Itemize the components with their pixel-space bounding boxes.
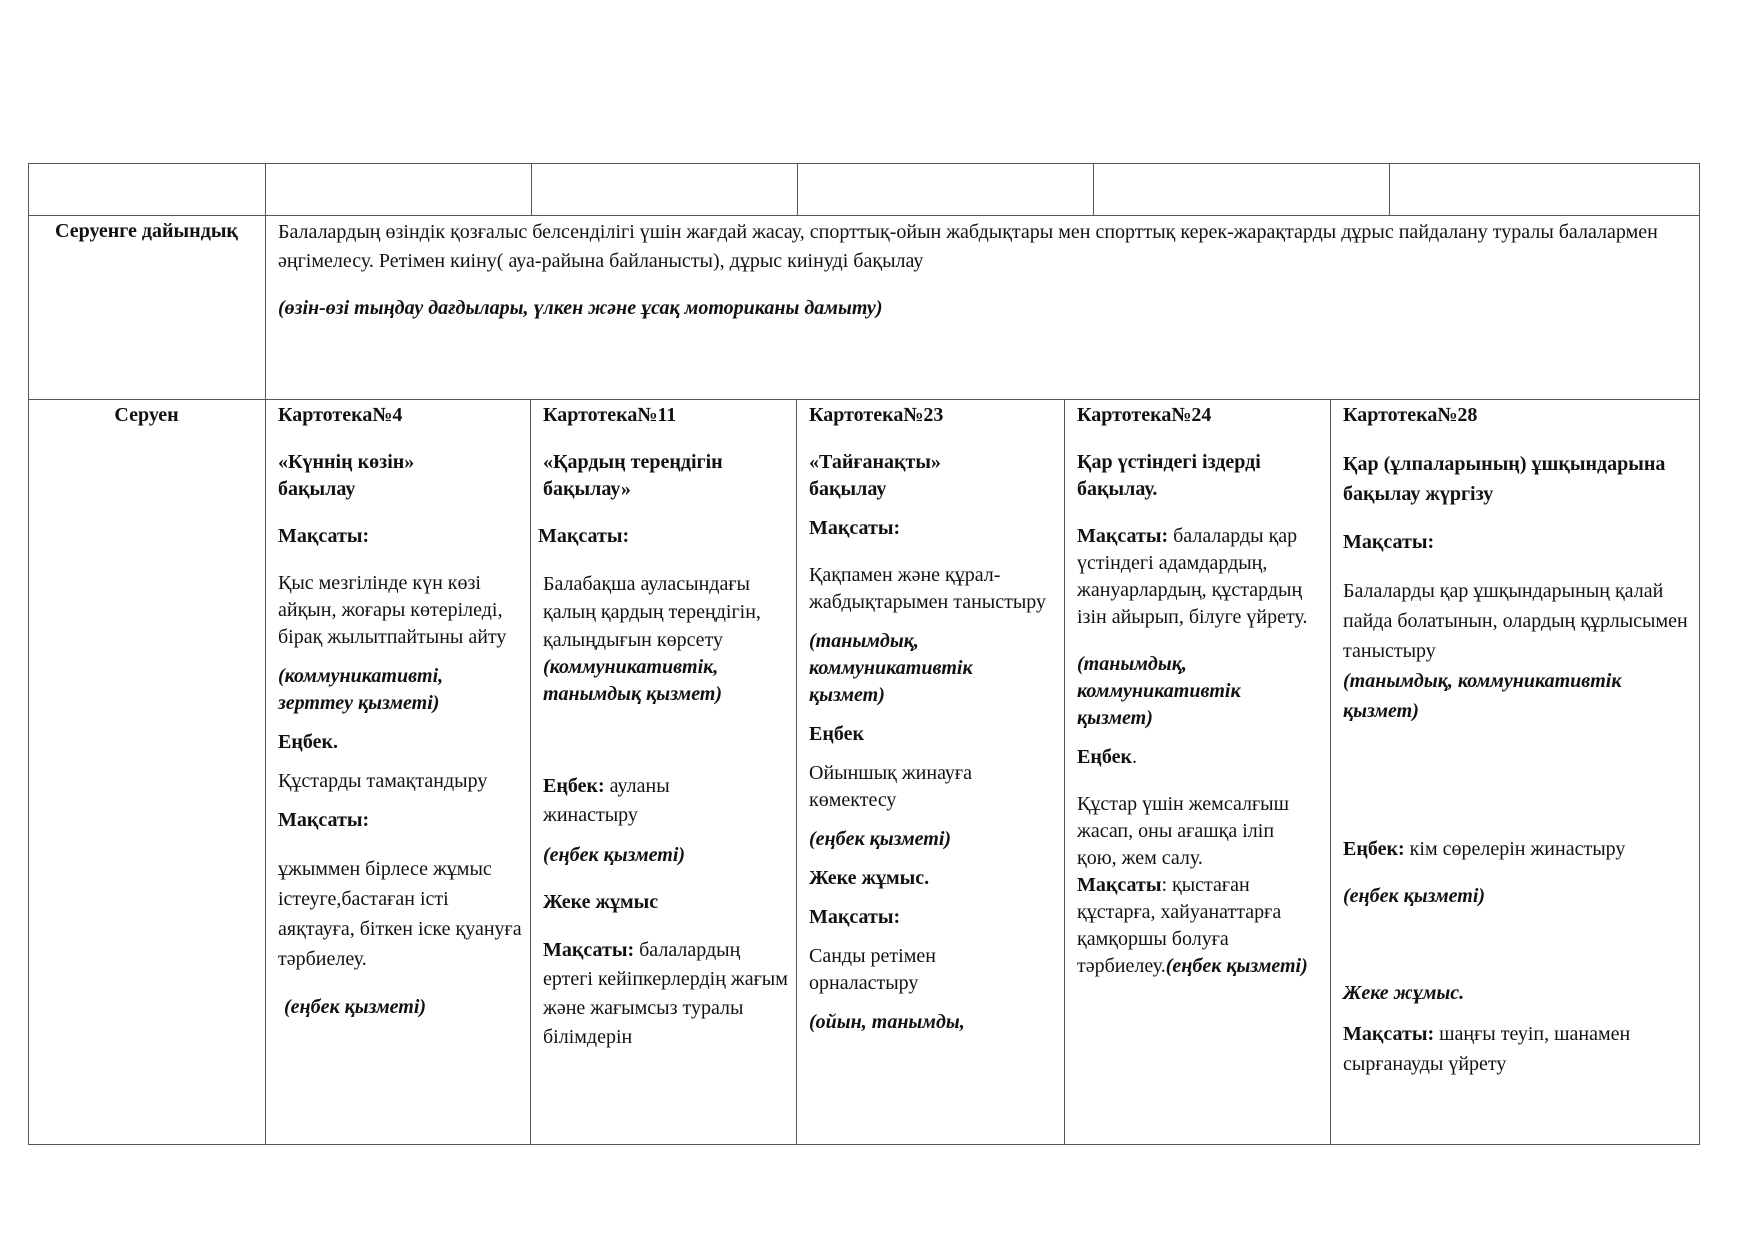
observation-title: Қар (ұлпаларының) ұшқындарына бақылау жүргізу xyxy=(1343,453,1666,505)
labor-label: Еңбек xyxy=(809,723,864,745)
walk-divider-4 xyxy=(1330,399,1331,1144)
activity2-type: (еңбек қызметі) xyxy=(1165,955,1308,977)
goal2-text: ұжыммен бірлесе жұмыс істеуге,бастаған істі аяқтауға, біткен іске қуануға тәрбиелеу. xyxy=(278,858,522,970)
goal-text: Қақпамен және құрал-жабдықтарымен таныстыру xyxy=(809,564,1047,613)
label-column-divider xyxy=(265,163,266,1145)
goal2-text: : қыстаған құстарға, хайуанаттарға қамқоршы болуға тәрбиелеу. xyxy=(1077,874,1282,977)
goal2-text: Санды ретімен орналастыру xyxy=(809,945,936,994)
activity3-type: (ойын, танымды, xyxy=(809,1011,965,1033)
walk-divider-1 xyxy=(530,399,531,1144)
prep-content xyxy=(278,218,1688,323)
stub-divider-1 xyxy=(531,163,532,215)
observation-title: Қар үстіндегі іздерді бақылау. xyxy=(1077,451,1261,500)
labor-label: Еңбек: xyxy=(543,775,605,797)
activity-type: (танымдық, коммуникативтік қызмет) xyxy=(809,630,973,706)
prep-note: (өзін-өзі тыңдау дағдылары, үлкен және ұсақ моториканы дамыту) xyxy=(278,297,883,319)
individual-work: Жеке жұмыс xyxy=(543,891,659,913)
observation-title: «Қардың тереңдігін бақылау» xyxy=(543,451,723,500)
goal-label: Мақсаты: xyxy=(1343,531,1435,553)
goal-label: Мақсаты: xyxy=(809,517,901,539)
individual-work: Жеке жұмыс. xyxy=(1343,982,1465,1004)
walk-col-2 xyxy=(538,402,793,1052)
prep-label: Серуенге дайындық xyxy=(55,220,238,242)
walk-col-4 xyxy=(1077,402,1322,980)
walk-divider-3 xyxy=(1064,399,1065,1144)
goal-text: Балаларды қар ұшқындарының қалай пайда болатынын, олардың құрлысымен таныстыру xyxy=(1343,580,1688,662)
walk-label: Серуен xyxy=(114,404,179,426)
goal2-label: Мақсаты: xyxy=(278,809,370,831)
labor-line xyxy=(543,772,743,830)
goal2-line xyxy=(543,936,788,1052)
labor-line xyxy=(1077,744,1322,771)
walk-col-5 xyxy=(1343,402,1693,1079)
activity-type: (коммуникативтік, танымдық қызмет) xyxy=(543,656,723,705)
table-left-border xyxy=(28,163,29,1145)
goal2-label: Мақсаты: xyxy=(1343,1023,1435,1045)
table-top-border xyxy=(28,163,1699,164)
stub-divider-2 xyxy=(797,163,798,215)
card-number: Картотека№11 xyxy=(543,404,677,426)
walk-col-1 xyxy=(278,402,528,1021)
stub-divider-4 xyxy=(1389,163,1390,215)
card-number: Картотека№4 xyxy=(278,404,403,426)
goal-text: балаларды қар үстіндегі адамдардың, жануарлардың, құстардың ізін айырып, білуге үйрету. xyxy=(1077,525,1308,628)
activity2-type: (еңбек қызметі) xyxy=(284,996,427,1018)
goal-text: Балабақша ауласындағы қалың қардың тереңдігін, қалыңдығын көрсету xyxy=(543,573,761,651)
goal-text: Қыс мезгілінде күн көзі айқын, жоғары көтеріледі, бірақ жылытпайтыны айту xyxy=(278,572,507,648)
activity-type: (танымдық, коммуникативтік қызмет) xyxy=(1343,670,1622,722)
goal2-line xyxy=(1343,1019,1688,1079)
goal2-line xyxy=(1077,872,1322,980)
labor-label: Еңбек xyxy=(1077,746,1132,768)
row-divider-1 xyxy=(28,215,1699,216)
row-divider-2 xyxy=(28,399,1699,400)
walk-col-3 xyxy=(809,402,1059,1036)
activity2-type: (еңбек қызметі) xyxy=(809,828,952,850)
goal-label: Мақсаты: xyxy=(1077,525,1169,547)
activity2-type: (еңбек қызметі) xyxy=(1343,885,1486,907)
labor-text: ауланы жинастыру xyxy=(543,775,670,826)
goal2-label: Мақсаты: xyxy=(809,906,901,928)
table-bottom-border xyxy=(28,1144,1699,1145)
card-number: Картотека№23 xyxy=(809,404,944,426)
walk-divider-2 xyxy=(796,399,797,1144)
card-number: Картотека№24 xyxy=(1077,404,1212,426)
labor-text: Ойыншық жинауға көмектесу xyxy=(809,762,973,811)
table-right-border xyxy=(1699,163,1700,1145)
goal2-label: Мақсаты xyxy=(1077,874,1162,896)
labor-text: кім сөрелерін жинастыру xyxy=(1404,838,1626,860)
stub-divider-3 xyxy=(1093,163,1094,215)
goal2-text: балалардың ертегі кейіпкерлердің жағым және жағымсыз туралы білімдерін xyxy=(543,939,788,1048)
individual-work: Жеке жұмыс. xyxy=(809,867,930,889)
goal2-label: Мақсаты: xyxy=(543,939,635,961)
labor-label: Еңбек: xyxy=(1343,838,1405,860)
labor-dot: . xyxy=(1132,746,1137,768)
observation-title: «Күннің көзін» бақылау xyxy=(278,451,415,500)
labor-label: Еңбек. xyxy=(278,731,338,753)
activity2-type: (еңбек қызметі) xyxy=(543,844,686,866)
labor-text: Құстарды тамақтандыру xyxy=(278,770,488,792)
goal-line xyxy=(1077,523,1317,631)
goal-label: Мақсаты: xyxy=(278,525,370,547)
card-number: Картотека№28 xyxy=(1343,404,1478,426)
labor-text: Құстар үшін жемсалғыш жасап, оны ағашқа іліп қою, жем салу. xyxy=(1077,793,1290,869)
observation-title: «Тайғанақты» бақылау xyxy=(809,451,941,500)
goal2-text: шаңғы теуіп, шанамен сырғанауды үйрету xyxy=(1343,1023,1631,1075)
activity-type: (танымдық, коммуникативтік қызмет) xyxy=(1077,653,1241,729)
activity-type: (коммуникативті, зерттеу қызметі) xyxy=(278,665,444,714)
labor-line xyxy=(1343,836,1693,863)
prep-text: Балалардың өзіндік қозғалыс белсенділігі үшін жағдай жасау, спорттық-ойын жабдықтары мен спорттық керек-жарақтарды дұрыс пайдалану туралы балалармен әңгімелесу. Ретімен киіну( ауа-райына байланысты), дұрыс киінуді бақылау xyxy=(278,221,1658,272)
goal-label: Мақсаты: xyxy=(538,525,630,547)
